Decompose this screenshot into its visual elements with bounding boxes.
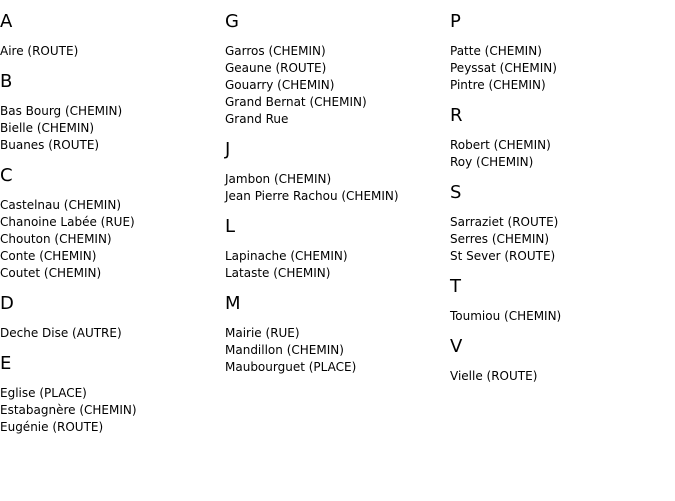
street-list-item [450, 60, 561, 77]
street-link[interactable]: Grand Bernat (CHEMIN) [225, 95, 367, 109]
group-letter-heading: R [450, 105, 463, 126]
street-list-item [450, 231, 561, 248]
group-letter-heading: D [0, 293, 14, 314]
street-link[interactable]: Lataste (CHEMIN) [225, 266, 331, 280]
street-link[interactable]: Garros (CHEMIN) [225, 44, 326, 58]
street-list-item [225, 94, 399, 111]
letter-group-t [450, 277, 561, 325]
street-list-item [0, 419, 137, 436]
street-list [450, 368, 561, 385]
street-list-item [225, 43, 399, 60]
street-list-item [0, 265, 137, 282]
street-list [0, 103, 137, 154]
street-link[interactable]: Roy (CHEMIN) [450, 155, 534, 169]
group-letter-heading: P [450, 11, 461, 32]
street-list-item [225, 342, 399, 359]
street-list-item [450, 308, 561, 325]
street-list-item [0, 325, 137, 342]
street-link[interactable]: Bielle (CHEMIN) [0, 121, 95, 135]
street-link[interactable]: Maubourguet (PLACE) [225, 360, 357, 374]
letter-group-b [0, 72, 137, 154]
street-list-item [0, 197, 137, 214]
group-letter-heading: J [225, 139, 231, 160]
street-list-item [0, 120, 137, 137]
street-link[interactable]: Toumiou (CHEMIN) [450, 309, 562, 323]
street-link[interactable]: Castelnau (CHEMIN) [0, 198, 122, 212]
letter-group-d [0, 294, 137, 342]
street-list-item [225, 248, 399, 265]
letter-group-g [225, 12, 399, 128]
letter-group-s [450, 183, 561, 265]
street-list-item [225, 111, 399, 128]
street-list [225, 43, 399, 128]
street-list-item [0, 248, 137, 265]
street-list [225, 248, 399, 282]
group-letter-heading: L [225, 216, 236, 237]
street-list-item [450, 248, 561, 265]
street-link[interactable]: Patte (CHEMIN) [450, 44, 542, 58]
letter-group-m [225, 294, 399, 376]
street-list-item [450, 43, 561, 60]
street-link[interactable]: Serres (CHEMIN) [450, 232, 550, 246]
street-link[interactable]: Eglise (PLACE) [0, 386, 87, 400]
street-index-column-1 [0, 0, 137, 436]
letter-group-v [450, 337, 561, 385]
letter-group-c [0, 166, 137, 282]
street-list [0, 325, 137, 342]
street-link[interactable]: Chanoine Labée (RUE) [0, 215, 135, 229]
letter-group-l [225, 217, 399, 282]
street-link[interactable]: Eugénie (ROUTE) [0, 420, 104, 434]
street-list-item [225, 171, 399, 188]
street-list-item [450, 154, 561, 171]
street-link[interactable]: St Sever (ROUTE) [450, 249, 556, 263]
street-list [450, 308, 561, 325]
street-index-column-2 [225, 0, 399, 376]
street-link[interactable]: Mandillon (CHEMIN) [225, 343, 344, 357]
street-link[interactable]: Jean Pierre Rachou (CHEMIN) [225, 189, 399, 203]
street-list-item [450, 214, 561, 231]
street-list-item [225, 188, 399, 205]
street-list-item [0, 231, 137, 248]
street-list-item [225, 359, 399, 376]
street-link[interactable]: Peyssat (CHEMIN) [450, 61, 557, 75]
group-letter-heading: A [0, 11, 13, 32]
group-letter-heading: E [0, 353, 12, 374]
street-list-item [450, 368, 561, 385]
street-link[interactable]: Lapinache (CHEMIN) [225, 249, 348, 263]
street-list [0, 197, 137, 282]
street-list [450, 137, 561, 171]
letter-group-p [450, 12, 561, 94]
group-letter-heading: G [225, 11, 239, 32]
street-link[interactable]: Sarraziet (ROUTE) [450, 215, 559, 229]
street-link[interactable]: Vielle (ROUTE) [450, 369, 538, 383]
group-letter-heading: S [450, 182, 462, 203]
street-link[interactable]: Estabagnère (CHEMIN) [0, 403, 137, 417]
street-link[interactable]: Gouarry (CHEMIN) [225, 78, 335, 92]
street-list-item [225, 265, 399, 282]
street-link[interactable]: Deche Dise (AUTRE) [0, 326, 122, 340]
street-link[interactable]: Conte (CHEMIN) [0, 249, 97, 263]
street-list [225, 325, 399, 376]
street-list-item [0, 103, 137, 120]
street-list [0, 385, 137, 436]
street-list-item [225, 325, 399, 342]
street-list [450, 43, 561, 94]
street-list [0, 43, 137, 60]
letter-group-a [0, 12, 137, 60]
street-list [450, 214, 561, 265]
group-letter-heading: B [0, 71, 13, 92]
street-list [225, 171, 399, 205]
street-list-item [450, 137, 561, 154]
street-list-item [0, 137, 137, 154]
street-link[interactable]: Geaune (ROUTE) [225, 61, 327, 75]
group-letter-heading: C [0, 165, 13, 186]
street-link[interactable]: Chouton (CHEMIN) [0, 232, 112, 246]
street-link[interactable]: Grand Rue [225, 112, 289, 126]
letter-group-r [450, 106, 561, 171]
group-letter-heading: M [225, 293, 241, 314]
street-link[interactable]: Robert (CHEMIN) [450, 138, 551, 152]
letter-group-e [0, 354, 137, 436]
street-link[interactable]: Mairie (RUE) [225, 326, 300, 340]
street-index-column-3 [450, 0, 561, 385]
street-list-item [0, 43, 137, 60]
street-list-item [0, 385, 137, 402]
street-link[interactable]: Pintre (CHEMIN) [450, 78, 546, 92]
group-letter-heading: T [450, 276, 461, 297]
street-link[interactable]: Bas Bourg (CHEMIN) [0, 104, 123, 118]
group-letter-heading: V [450, 336, 463, 357]
street-list-item [0, 214, 137, 231]
street-list-item [225, 77, 399, 94]
street-link[interactable]: Buanes (ROUTE) [0, 138, 100, 152]
street-link[interactable]: Aire (ROUTE) [0, 44, 79, 58]
street-list-item [225, 60, 399, 77]
street-link[interactable]: Coutet (CHEMIN) [0, 266, 102, 280]
street-list-item [450, 77, 561, 94]
street-link[interactable]: Jambon (CHEMIN) [225, 172, 332, 186]
letter-group-j [225, 140, 399, 205]
street-list-item [0, 402, 137, 419]
